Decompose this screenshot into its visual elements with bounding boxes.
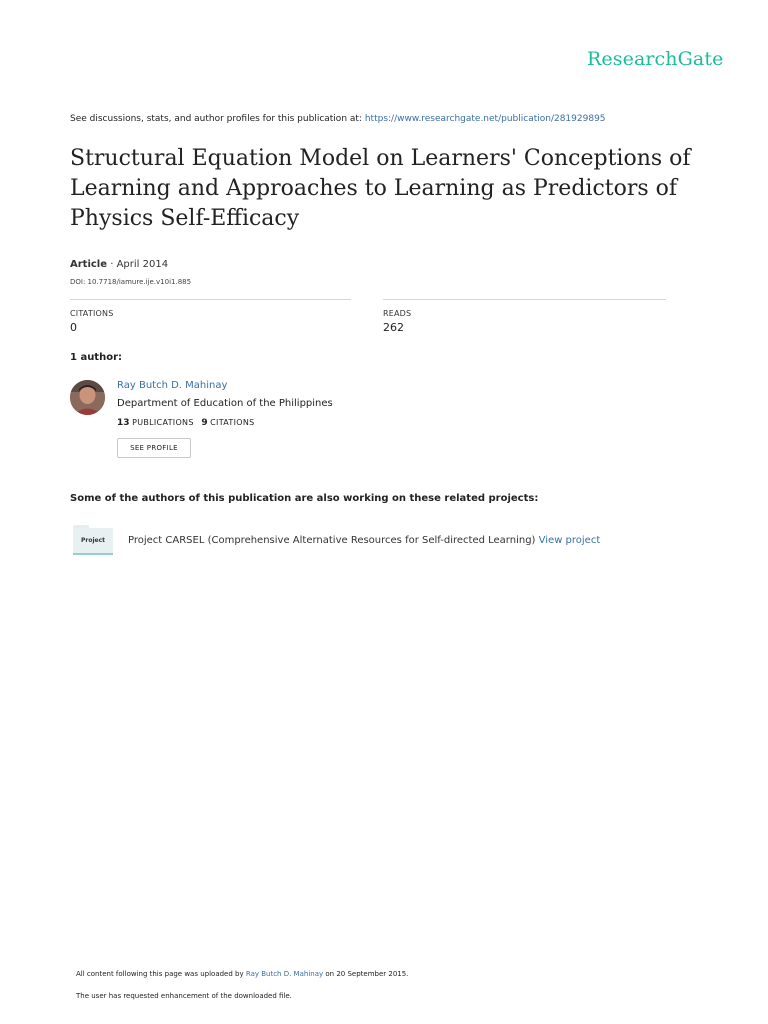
- project-title: Project CARSEL (Comprehensive Alternative Resources for Self-directed Learning): [128, 535, 536, 546]
- citations-value: 0: [70, 321, 77, 334]
- author-citations-label: CITATIONS: [210, 418, 255, 427]
- reads-value: 262: [383, 321, 404, 334]
- author-stats: [117, 418, 255, 428]
- upload-date: on 20 September 2015.: [325, 970, 409, 978]
- author-department: Department of Education of the Philippines: [117, 398, 333, 409]
- article-type: Article: [70, 259, 108, 270]
- folder-body: [73, 528, 113, 555]
- avatar-photo-icon: [70, 380, 105, 415]
- uploader-link[interactable]: Ray Butch D. Mahinay: [245, 970, 324, 978]
- article-date: · April 2014: [110, 259, 169, 270]
- publication-link[interactable]: https://www.researchgate.net/publication/281929895: [364, 114, 606, 124]
- author-name-link[interactable]: Ray Butch D. Mahinay: [117, 380, 228, 391]
- folder-label: Project: [80, 537, 106, 544]
- divider-citations: [70, 299, 351, 300]
- intro-text: See discussions, stats, and author profiles for this publication at:: [70, 114, 362, 124]
- see-profile-button[interactable]: SEE PROFILE: [117, 438, 191, 458]
- project-folder-icon[interactable]: [73, 525, 113, 555]
- upload-note: [76, 970, 408, 978]
- researchgate-logo[interactable]: ResearchGate: [587, 48, 724, 70]
- enhancement-note: The user has requested enhancement of the downloaded file.: [76, 992, 292, 1000]
- reads-label: READS: [383, 309, 412, 318]
- page-title: Structural Equation Model on Learners' Conceptions of Learning and Approaches to Learning as Predictors of Physics Self-Efficacy: [70, 146, 691, 231]
- author-citations-count: 9: [201, 418, 208, 428]
- divider-reads: [383, 299, 666, 300]
- related-projects-heading: Some of the authors of this publication are also working on these related projects:: [70, 493, 539, 504]
- publications-label: PUBLICATIONS: [132, 418, 194, 427]
- article-meta: [70, 259, 168, 270]
- upload-prefix: All content following this page was uploaded by: [76, 970, 244, 978]
- project-item: [128, 535, 600, 546]
- intro-line: [70, 114, 606, 124]
- avatar[interactable]: [70, 380, 105, 415]
- citations-label: CITATIONS: [70, 309, 114, 318]
- publications-count: 13: [117, 418, 130, 428]
- view-project-link[interactable]: View project: [538, 535, 601, 546]
- authors-heading: 1 author:: [70, 352, 123, 363]
- doi: DOI: 10.7718/iamure.ije.v10i1.885: [70, 278, 192, 286]
